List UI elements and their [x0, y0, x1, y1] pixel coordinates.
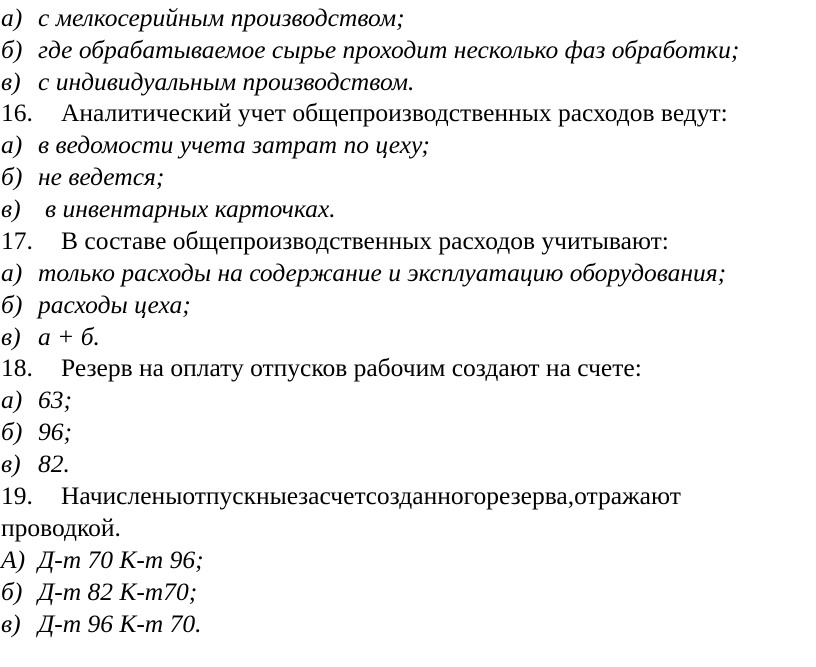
question-word: Начислены: [61, 481, 183, 510]
option-letter: в): [1, 609, 21, 638]
option-text: расходы цеха;: [38, 290, 191, 319]
option-text: 96;: [38, 417, 72, 446]
option-text: Д-т 70 К-т 96;: [38, 545, 204, 574]
question-word: созданного: [365, 481, 487, 510]
question-number: 16.: [1, 98, 33, 127]
option-letter: А): [1, 545, 26, 574]
question-number: 18.: [1, 353, 33, 382]
question-word: отпускные: [182, 481, 299, 510]
question-number: 19.: [1, 481, 33, 510]
option-letter: б): [1, 417, 23, 446]
question-text: Аналитический учет общепроизводственных расходов ведут:: [61, 98, 728, 127]
question-word: счет: [319, 481, 366, 510]
question-text: В составе общепроизводственных расходов учитывают:: [61, 226, 669, 255]
question-text: Резерв на оплату отпусков рабочим создают на счете:: [61, 353, 642, 382]
option-text: с индивидуальным производством.: [38, 67, 415, 96]
question-number: 17.: [1, 226, 33, 255]
option-letter: в): [1, 67, 21, 96]
option-letter: а): [1, 258, 23, 287]
option-text: Д-т 96 К-т 70.: [38, 609, 202, 638]
option-letter: а): [1, 130, 23, 159]
option-text: где обрабатываемое сырье проходит несколько фаз обработки;: [38, 35, 740, 64]
option-letter: б): [1, 162, 23, 191]
option-letter: в): [1, 449, 21, 478]
option-letter: б): [1, 35, 23, 64]
option-letter: а): [1, 3, 23, 32]
question-word: за: [298, 481, 320, 510]
option-text: не ведется;: [38, 162, 165, 191]
option-text: только расходы на содержание и эксплуатацию оборудования;: [38, 258, 727, 287]
question-word: резерва,: [486, 481, 575, 510]
option-text: с мелкосерийным производством;: [38, 3, 405, 32]
option-text: в инвентарных карточках.: [45, 194, 336, 223]
option-letter: б): [1, 290, 23, 319]
option-letter: б): [1, 577, 23, 606]
option-text: Д-т 82 К-т70;: [38, 577, 198, 606]
question-text: проводкой.: [1, 513, 121, 542]
option-letter: а): [1, 385, 23, 414]
option-letter: в): [1, 194, 21, 223]
option-text: 82.: [38, 449, 70, 478]
option-text: а + б.: [38, 322, 100, 351]
option-text: 63;: [38, 385, 72, 414]
option-text: в ведомости учета затрат по цеху;: [38, 130, 430, 159]
question-word: отражают: [574, 481, 681, 510]
option-letter: в): [1, 322, 21, 351]
